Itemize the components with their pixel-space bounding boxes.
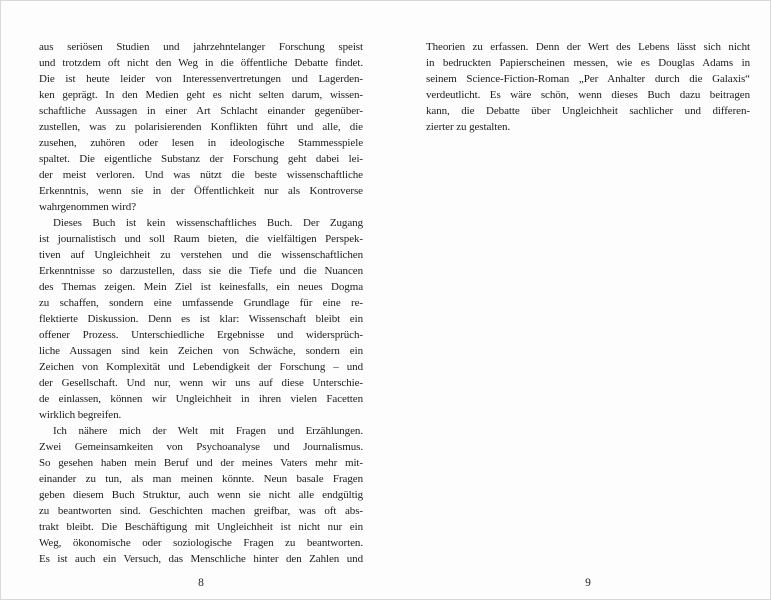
text-line: verdeutlicht. Es wäre schön, wenn dieses Buch dazu beitragen [426, 89, 750, 101]
text-line: Weg, ökonomische oder soziologische Fragen zu beantworten. [39, 537, 363, 549]
right-page-text [426, 39, 750, 135]
text-line: Erkenntnisse so darzustellen, dass sie die Tiefe und die Nuancen [39, 265, 363, 277]
text-line: in bedruckten Papierscheinen messen, wie es Douglas Adams in [426, 57, 750, 69]
text-line: zu schaffen, sondern eine umfassende Grundlage für eine re- [39, 297, 363, 309]
text-line: Dieses Buch ist kein wissenschaftliches Buch. Der Zugang [53, 217, 363, 229]
text-line: zusehen, zuhören oder lesen in ideologische Stammesspiele [39, 137, 363, 149]
left-page-text [39, 39, 363, 567]
text-line: der Gesellschaft. Und nur, wenn wir uns auf diese Unterschie- [39, 377, 363, 389]
text-line: kann, die Debatte über Ungleichheit sachlicher und differen- [426, 105, 750, 117]
text-line: flektierte Diskussion. Denn es ist klar: Wissenschaft bleibt ein [39, 313, 363, 325]
page-number-right: 9 [585, 577, 591, 589]
text-line: wahrgenommen wird? [39, 201, 137, 213]
text-line: Theorien zu erfassen. Denn der Wert des Lebens lässt sich nicht [426, 41, 750, 53]
text-line: Erkenntnis, wenn sie in der Öffentlichkeit nur als Kontroverse [39, 185, 363, 197]
text-line: der meist verloren. Und was nützt die beste wissenschaftliche [39, 169, 363, 181]
text-line: Die ist heute leider von Interessenvertretungen und Lagerden- [39, 73, 363, 85]
text-line: des Themas zeigen. Mein Ziel ist keinesfalls, ein neues Dogma [39, 281, 363, 293]
text-line: zu beantworten sind. Geschichten machen greifbar, was oft abs- [39, 505, 363, 517]
text-line: Zeichen von Komplexität und Lebendigkeit der Forschung – und [39, 361, 363, 373]
text-line: wirklich begreifen. [39, 409, 122, 421]
text-line: tiven auf Ungleichheit zu verstehen und die wissenschaftlichen [39, 249, 363, 261]
text-line: de einlassen, können wir Ungleichheit in ihren vielen Facetten [39, 393, 363, 405]
text-line: zierter zu gestalten. [426, 121, 511, 133]
text-line: So gesehen haben mein Beruf und der meines Vaters mehr mit- [39, 457, 363, 469]
text-line: offener Prozess. Unterschiedliche Ergebnisse und widersprüch- [39, 329, 363, 341]
text-line: schaftliche Aussagen in einer Art Schlacht einander gegenüber- [39, 105, 363, 117]
text-line: geben diesem Buch Struktur, auch wenn sie nicht alle endgültig [39, 489, 363, 501]
text-line: einander zu tun, als man meinen könnte. Neun basale Fragen [39, 473, 363, 485]
page-number-left: 8 [198, 577, 204, 589]
text-line: zustellen, was zu polarisierenden Konflikten führt und alle, die [39, 121, 363, 133]
text-line: Ich nähere mich der Welt mit Fragen und Erzählungen. [53, 425, 363, 437]
text-line: und trotzdem oft nicht den Weg in die öffentliche Debatte findet. [39, 57, 363, 69]
text-line: Zwei Gemeinsamkeiten von Psychoanalyse und Journalismus. [39, 441, 363, 453]
text-line: spaltet. Die eigentliche Substanz der Forschung geht dabei lei- [39, 153, 363, 165]
text-line: ken geprägt. In den Medien geht es nicht selten darum, wissen- [39, 89, 363, 101]
text-line: aus seriösen Studien und jahrzehntelanger Forschung speist [39, 41, 363, 53]
text-line: trakt bleibt. Die Beschäftigung mit Ungleichheit ist nicht nur ein [39, 521, 363, 533]
text-line: ist journalistisch und soll Raum bieten, die vielfältigen Perspek- [39, 233, 363, 245]
text-line: Es ist auch ein Versuch, das Menschliche hinter den Zahlen und [39, 553, 363, 565]
text-line: liche Aussagen sind kein Zeichen von Schwäche, sondern ein [39, 345, 363, 357]
text-line: seinem Science-Fiction-Roman „Per Anhalter durch die Galaxis“ [426, 73, 750, 85]
